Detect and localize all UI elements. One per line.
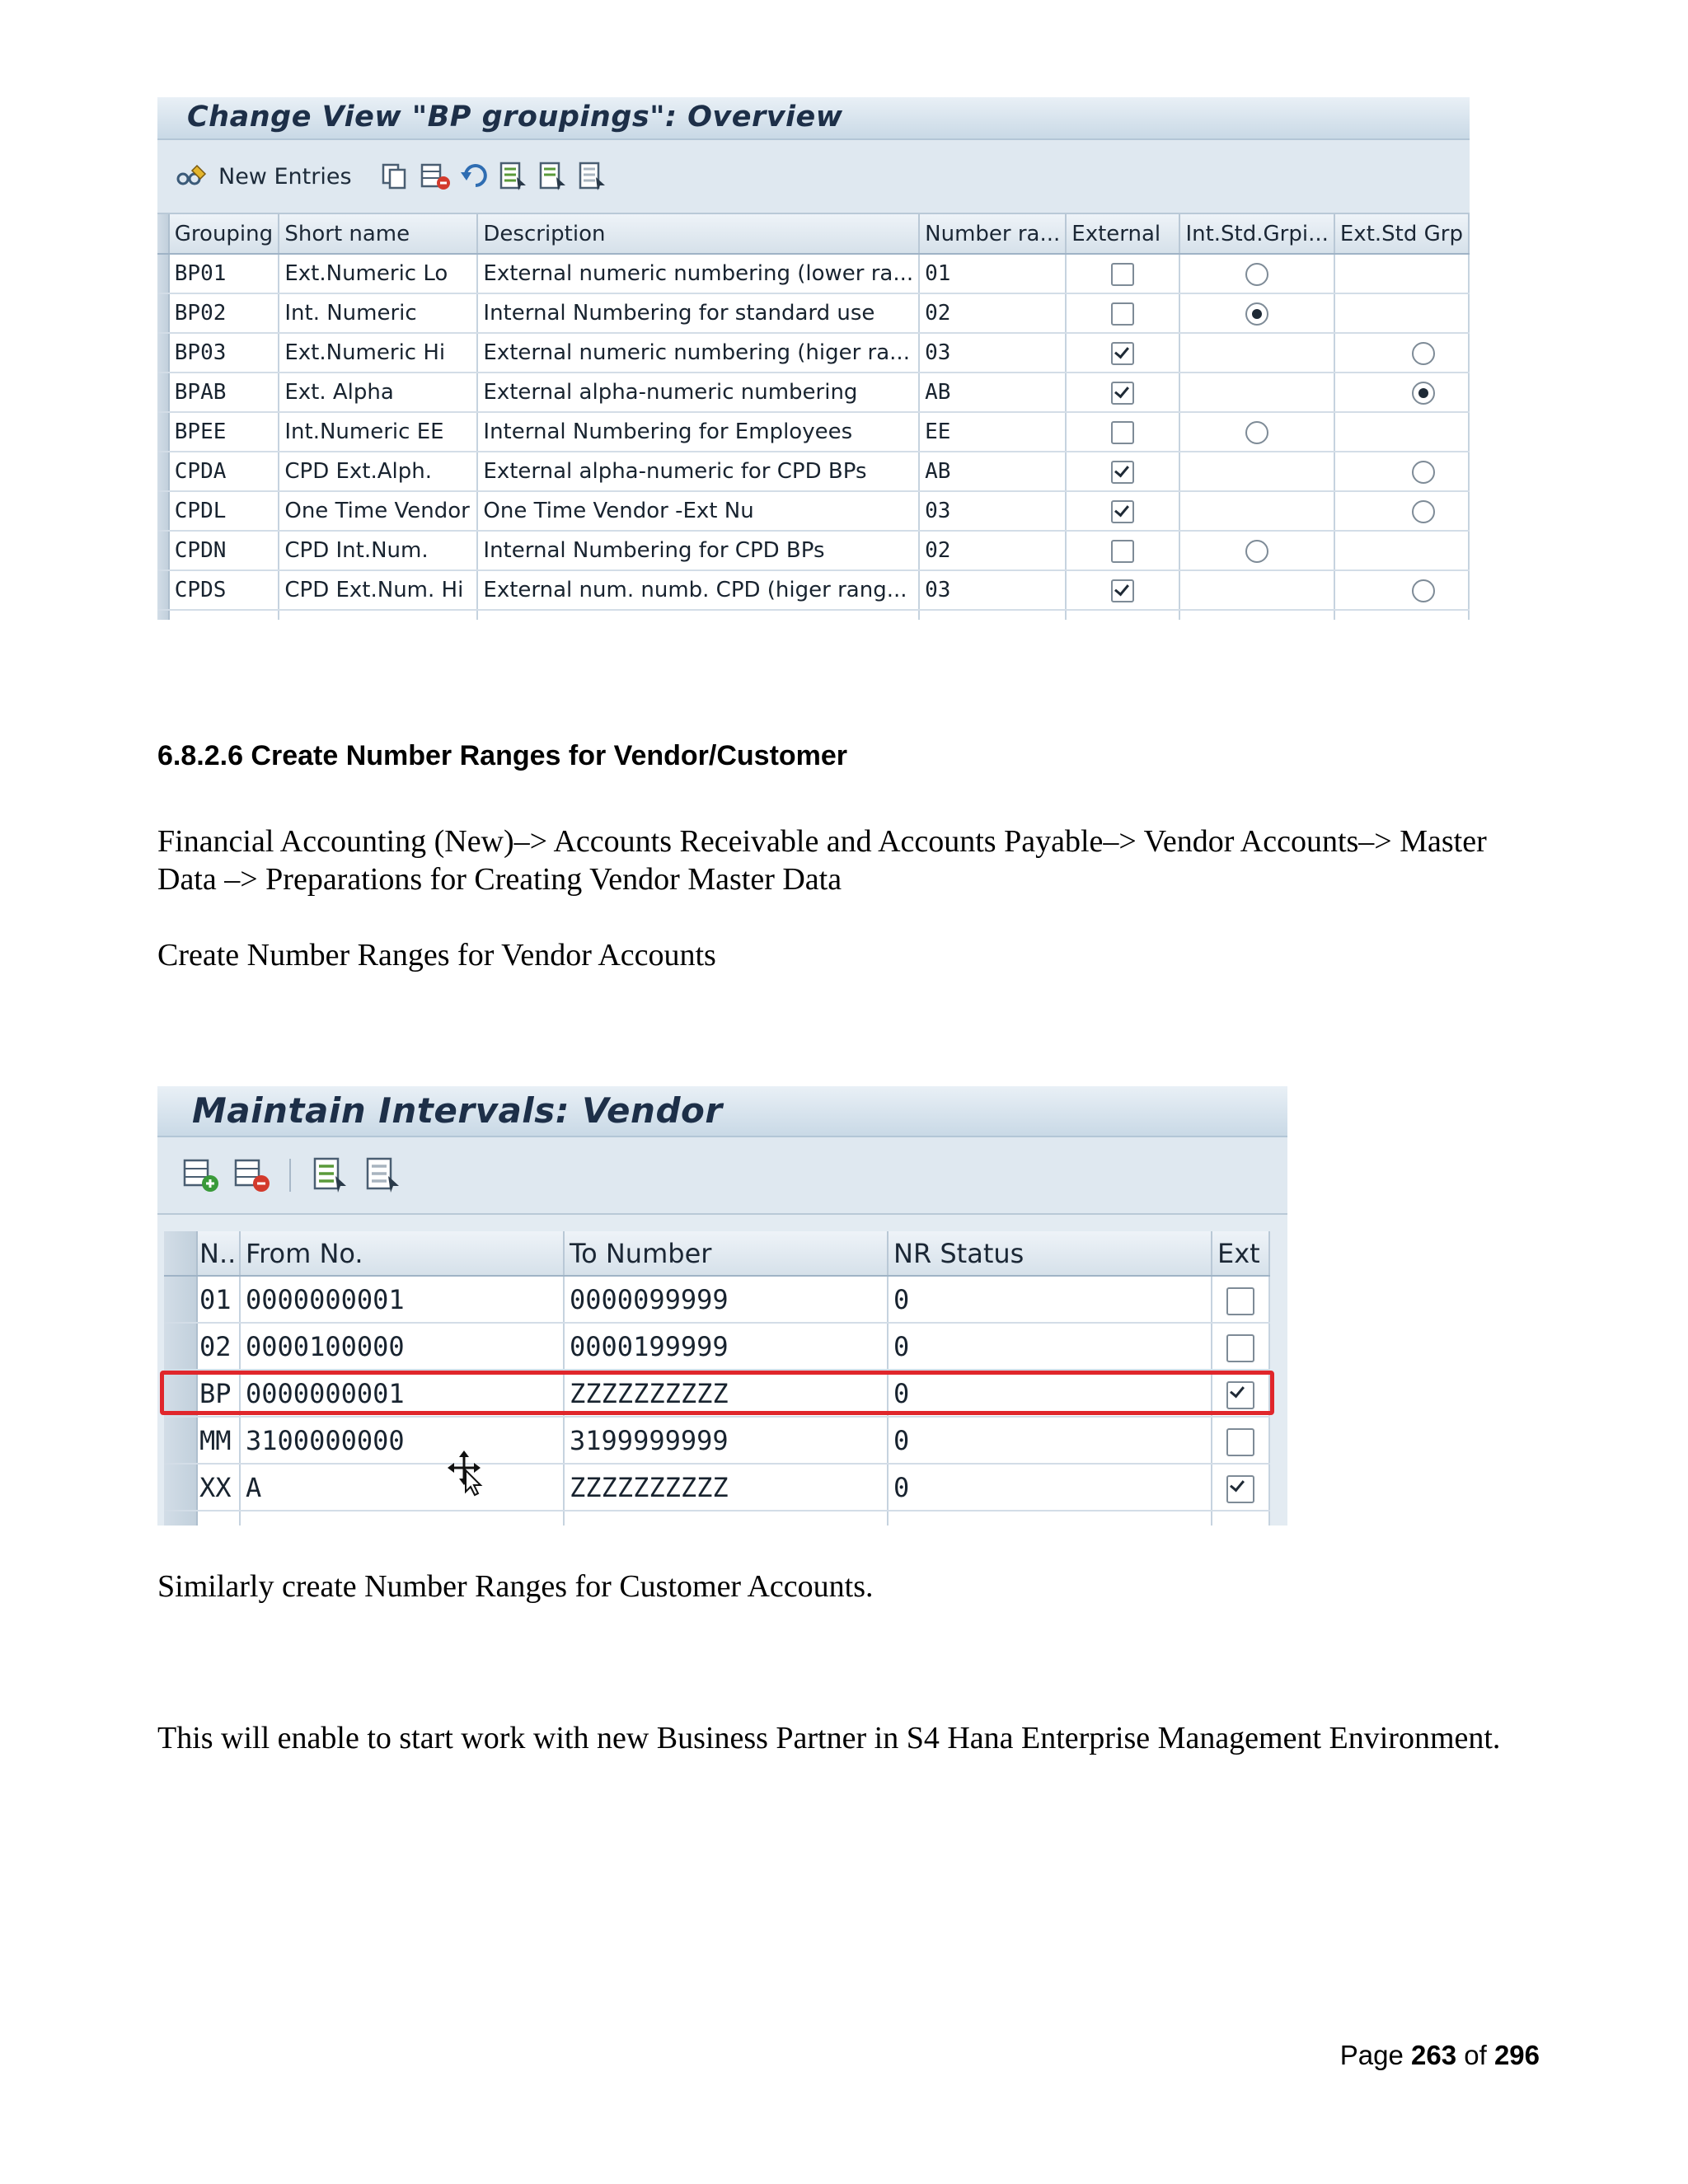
select-all-button[interactable] xyxy=(499,161,528,192)
table-row[interactable] xyxy=(157,491,1469,531)
row-selector[interactable] xyxy=(164,1323,197,1370)
from-no-cell[interactable]: 0000000001 xyxy=(240,1370,564,1417)
col-to-number[interactable]: To Number xyxy=(564,1231,888,1276)
table-row[interactable] xyxy=(157,333,1469,373)
external-checkbox[interactable] xyxy=(1111,263,1134,286)
radio-unselected[interactable] xyxy=(1245,540,1268,563)
deselect-all-button[interactable] xyxy=(578,161,607,192)
intervals-title: Maintain Intervals: Vendor xyxy=(192,1090,723,1131)
short-name-cell[interactable]: Int. Numeric xyxy=(279,293,477,333)
delete-interval-button[interactable] xyxy=(233,1157,271,1193)
interval-no-cell[interactable]: 02 xyxy=(197,1323,240,1370)
short-name-cell[interactable]: One Time Vendor xyxy=(279,491,477,531)
int-std-cell xyxy=(1179,412,1334,452)
undo-icon xyxy=(459,162,490,190)
external-checkbox[interactable] xyxy=(1111,421,1134,444)
description-cell[interactable]: Internal Numbering for Employees xyxy=(477,412,919,452)
nr-status-cell[interactable]: 0 xyxy=(888,1464,1212,1511)
row-selector[interactable] xyxy=(164,1417,197,1464)
external-cell xyxy=(1066,293,1179,333)
intervals-table xyxy=(164,1231,1270,1526)
row-selector[interactable] xyxy=(157,531,169,570)
toolbar-separator xyxy=(289,1159,291,1192)
empty-row[interactable] xyxy=(157,610,1469,620)
interval-no-cell[interactable]: BP xyxy=(197,1370,240,1417)
grouping-cell[interactable]: BPAB xyxy=(169,373,279,412)
select-all-icon xyxy=(312,1156,349,1194)
number-range-cell[interactable]: 01 xyxy=(919,254,1066,293)
ext-std-cell xyxy=(1334,254,1469,293)
empty-row[interactable] xyxy=(164,1511,1269,1526)
intervals-header-row xyxy=(164,1231,1269,1276)
row-selector[interactable] xyxy=(157,570,169,610)
select-block-button[interactable] xyxy=(538,161,568,192)
description-cell[interactable]: External alpha-numeric for CPD BPs xyxy=(477,452,919,491)
ext-std-cell xyxy=(1334,373,1469,412)
external-cell xyxy=(1066,452,1179,491)
intervals-toolbar xyxy=(157,1137,1287,1215)
table-row[interactable] xyxy=(157,254,1469,293)
int-std-cell xyxy=(1179,570,1334,610)
short-name-cell[interactable]: Int.Numeric EE xyxy=(279,412,477,452)
page-of: of xyxy=(1464,2040,1487,2070)
row-selector[interactable] xyxy=(164,1276,197,1323)
ext-cell xyxy=(1212,1276,1269,1323)
external-checkbox[interactable] xyxy=(1111,540,1134,563)
grouping-cell[interactable]: CPDL xyxy=(169,491,279,531)
row-selector[interactable] xyxy=(164,1464,197,1511)
external-checkbox[interactable] xyxy=(1111,382,1134,405)
col-int-std-grouping[interactable]: Int.Std.Grpi... xyxy=(1179,214,1334,254)
ext-checkbox[interactable] xyxy=(1226,1287,1254,1315)
interval-no-cell[interactable]: XX xyxy=(197,1464,240,1511)
col-external[interactable]: External xyxy=(1066,214,1179,254)
bp-groupings-title-bar xyxy=(157,97,1470,140)
short-name-cell[interactable]: CPD Ext.Alph. xyxy=(279,452,477,491)
intervals-deselect-all-button[interactable] xyxy=(365,1156,401,1194)
table-row[interactable] xyxy=(164,1276,1269,1323)
description-cell[interactable]: Internal Numbering for CPD BPs xyxy=(477,531,919,570)
to-number-cell[interactable]: ZZZZZZZZZZ xyxy=(564,1370,888,1417)
bp-groupings-table xyxy=(157,214,1470,620)
radio-unselected[interactable] xyxy=(1412,461,1435,484)
select-block-icon xyxy=(538,161,568,192)
row-selector[interactable] xyxy=(157,293,169,333)
col-ext[interactable]: Ext xyxy=(1212,1231,1269,1276)
col-grouping[interactable]: Grouping xyxy=(169,214,279,254)
ext-cell xyxy=(1212,1464,1269,1511)
table-row[interactable] xyxy=(164,1417,1269,1464)
int-std-cell xyxy=(1179,531,1334,570)
deselect-all-icon xyxy=(365,1156,401,1194)
ext-std-cell xyxy=(1334,452,1469,491)
external-checkbox[interactable] xyxy=(1111,302,1134,326)
col-no[interactable]: N.. xyxy=(197,1231,240,1276)
copy-as-button[interactable] xyxy=(380,162,410,191)
external-cell xyxy=(1066,531,1179,570)
external-cell xyxy=(1066,491,1179,531)
ext-std-cell xyxy=(1334,293,1469,333)
external-checkbox[interactable] xyxy=(1111,579,1134,602)
int-std-cell xyxy=(1179,293,1334,333)
number-range-cell[interactable]: 02 xyxy=(919,531,1066,570)
similar-text: Similarly create Number Ranges for Customer Accounts. xyxy=(157,1569,874,1604)
description-cell[interactable]: One Time Vendor -Ext Nu xyxy=(477,491,919,531)
nr-status-cell[interactable]: 0 xyxy=(888,1323,1212,1370)
to-number-cell[interactable]: ZZZZZZZZZZ xyxy=(564,1464,888,1511)
ext-std-cell xyxy=(1334,333,1469,373)
from-no-cell[interactable]: A xyxy=(240,1464,564,1511)
move-cursor-icon xyxy=(448,1451,490,1497)
nr-status-cell[interactable]: 0 xyxy=(888,1370,1212,1417)
intervals-screenshot xyxy=(157,1086,1287,1526)
short-name-cell[interactable]: Ext. Alpha xyxy=(279,373,477,412)
radio-unselected[interactable] xyxy=(1412,500,1435,523)
menu-path-text: Financial Accounting (New)–> Accounts Receivable and Accounts Payable–> Vendor Accounts–> Master Data –> Preparations for Creating Vendor Master Data xyxy=(157,824,1487,897)
short-name-cell[interactable]: CPD Ext.Num. Hi xyxy=(279,570,477,610)
grouping-cell[interactable]: BP01 xyxy=(169,254,279,293)
table-row[interactable] xyxy=(164,1464,1269,1511)
int-std-cell xyxy=(1179,333,1334,373)
table-row[interactable] xyxy=(164,1370,1269,1417)
grouping-cell[interactable]: BPEE xyxy=(169,412,279,452)
ext-cell xyxy=(1212,1417,1269,1464)
insert-interval-button[interactable] xyxy=(182,1157,220,1193)
int-std-cell xyxy=(1179,491,1334,531)
short-name-cell[interactable]: Ext.Numeric Lo xyxy=(279,254,477,293)
col-ext-std-grouping[interactable]: Ext.Std Grp xyxy=(1334,214,1469,254)
number-range-cell[interactable]: 03 xyxy=(919,570,1066,610)
delete-row-icon xyxy=(233,1157,271,1193)
bp-groupings-title: Change View "BP groupings": Overview xyxy=(187,101,843,134)
radio-selected[interactable] xyxy=(1245,302,1268,326)
int-std-cell xyxy=(1179,452,1334,491)
description-cell[interactable]: Internal Numbering for standard use xyxy=(477,293,919,333)
table-row[interactable] xyxy=(164,1323,1269,1370)
grouping-cell[interactable]: BP03 xyxy=(169,333,279,373)
grouping-cell[interactable]: CPDS xyxy=(169,570,279,610)
ext-std-cell xyxy=(1334,412,1469,452)
table-row[interactable] xyxy=(157,452,1469,491)
delete-rows-icon xyxy=(420,162,452,191)
intervals-select-all-button[interactable] xyxy=(312,1156,349,1194)
radio-unselected[interactable] xyxy=(1245,263,1268,286)
intervals-title-bar xyxy=(157,1086,1287,1137)
ext-checkbox[interactable] xyxy=(1226,1381,1254,1409)
short-name-cell[interactable]: Ext.Numeric Hi xyxy=(279,333,477,373)
new-entries-label: New Entries xyxy=(218,163,352,190)
intervals-grid xyxy=(157,1215,1287,1526)
closing-text: This will enable to start work with new Business Partner in S4 Hana Enterprise Management Environment. xyxy=(157,1721,1501,1755)
col-from-no[interactable]: From No. xyxy=(240,1231,564,1276)
ext-checkbox[interactable] xyxy=(1226,1428,1254,1456)
col-description[interactable]: Description xyxy=(477,214,919,254)
radio-selected[interactable] xyxy=(1412,382,1435,405)
to-number-cell[interactable]: 3199999999 xyxy=(564,1417,888,1464)
grouping-cell[interactable]: CPDA xyxy=(169,452,279,491)
radio-unselected[interactable] xyxy=(1412,342,1435,365)
external-cell xyxy=(1066,254,1179,293)
section-heading: 6.8.2.6 Create Number Ranges for Vendor/Customer xyxy=(157,740,848,771)
description-cell[interactable]: External numeric numbering (lower ra... xyxy=(477,254,919,293)
bp-groupings-screenshot xyxy=(157,97,1470,620)
ext-std-cell xyxy=(1334,570,1469,610)
row-selector[interactable] xyxy=(157,452,169,491)
description-cell[interactable]: External num. numb. CPD (higer rang... xyxy=(477,570,919,610)
bp-groupings-toolbar xyxy=(157,140,1470,214)
step-text: Create Number Ranges for Vendor Accounts xyxy=(157,938,716,972)
external-cell xyxy=(1066,333,1179,373)
page-footer xyxy=(1340,2040,1540,2071)
number-range-cell[interactable]: AB xyxy=(919,373,1066,412)
select-all-icon xyxy=(499,161,528,192)
external-cell xyxy=(1066,373,1179,412)
col-short-name[interactable]: Short name xyxy=(279,214,477,254)
bp-groupings-header-row xyxy=(157,214,1469,254)
ext-checkbox[interactable] xyxy=(1226,1475,1254,1503)
glasses-pencil-icon xyxy=(176,162,209,190)
row-selector[interactable] xyxy=(157,373,169,412)
number-range-cell[interactable]: EE xyxy=(919,412,1066,452)
int-std-cell xyxy=(1179,254,1334,293)
row-selector[interactable] xyxy=(157,491,169,531)
col-number-range[interactable]: Number ra... xyxy=(919,214,1066,254)
radio-unselected[interactable] xyxy=(1245,421,1268,444)
row-selector[interactable] xyxy=(157,412,169,452)
grouping-cell[interactable]: BP02 xyxy=(169,293,279,333)
undo-button[interactable] xyxy=(459,162,490,190)
radio-unselected[interactable] xyxy=(1412,579,1435,602)
from-no-cell[interactable]: 0000100000 xyxy=(240,1323,564,1370)
to-number-cell[interactable]: 0000099999 xyxy=(564,1276,888,1323)
delete-button[interactable] xyxy=(420,162,452,191)
external-cell xyxy=(1066,412,1179,452)
ext-checkbox[interactable] xyxy=(1226,1334,1254,1362)
insert-row-icon xyxy=(182,1157,220,1193)
table-row[interactable] xyxy=(157,373,1469,412)
grouping-cell[interactable]: CPDN xyxy=(169,531,279,570)
row-selector[interactable] xyxy=(157,254,169,293)
interval-no-cell[interactable]: MM xyxy=(197,1417,240,1464)
page-prefix: Page xyxy=(1339,2040,1404,2070)
ext-std-cell xyxy=(1334,491,1469,531)
row-selector[interactable] xyxy=(164,1370,197,1417)
page-number: 263 xyxy=(1411,2040,1457,2070)
page-total: 296 xyxy=(1493,2040,1540,2070)
table-row[interactable] xyxy=(157,531,1469,570)
number-range-cell[interactable]: 03 xyxy=(919,491,1066,531)
number-range-cell[interactable]: 03 xyxy=(919,333,1066,373)
ext-cell xyxy=(1212,1370,1269,1417)
number-range-cell[interactable]: AB xyxy=(919,452,1066,491)
external-cell xyxy=(1066,570,1179,610)
description-cell[interactable]: External numeric numbering (higer ra... xyxy=(477,333,919,373)
external-checkbox[interactable] xyxy=(1111,461,1134,484)
deselect-all-icon xyxy=(578,161,607,192)
nr-status-cell[interactable]: 0 xyxy=(888,1276,1212,1323)
external-checkbox[interactable] xyxy=(1111,342,1134,365)
interval-no-cell[interactable]: 01 xyxy=(197,1276,240,1323)
col-nr-status[interactable]: NR Status xyxy=(888,1231,1212,1276)
bp-groupings-grid xyxy=(157,214,1470,620)
ext-std-cell xyxy=(1334,531,1469,570)
int-std-cell xyxy=(1179,373,1334,412)
external-checkbox[interactable] xyxy=(1111,500,1134,523)
table-row[interactable] xyxy=(157,412,1469,452)
nr-status-cell[interactable]: 0 xyxy=(888,1417,1212,1464)
table-row[interactable] xyxy=(157,293,1469,333)
copy-icon xyxy=(380,162,410,191)
description-cell[interactable]: External alpha-numeric numbering xyxy=(477,373,919,412)
ext-cell xyxy=(1212,1323,1269,1370)
from-no-cell[interactable]: 3100000000 xyxy=(240,1417,564,1464)
short-name-cell[interactable]: CPD Int.Num. xyxy=(279,531,477,570)
intervals-select-all-rows-cell[interactable] xyxy=(164,1231,197,1276)
table-row[interactable] xyxy=(157,570,1469,610)
select-all-rows-cell[interactable] xyxy=(157,214,169,254)
to-number-cell[interactable]: 0000199999 xyxy=(564,1323,888,1370)
row-selector[interactable] xyxy=(157,333,169,373)
number-range-cell[interactable]: 02 xyxy=(919,293,1066,333)
from-no-cell[interactable]: 0000000001 xyxy=(240,1276,564,1323)
new-entries-button[interactable] xyxy=(176,162,352,190)
